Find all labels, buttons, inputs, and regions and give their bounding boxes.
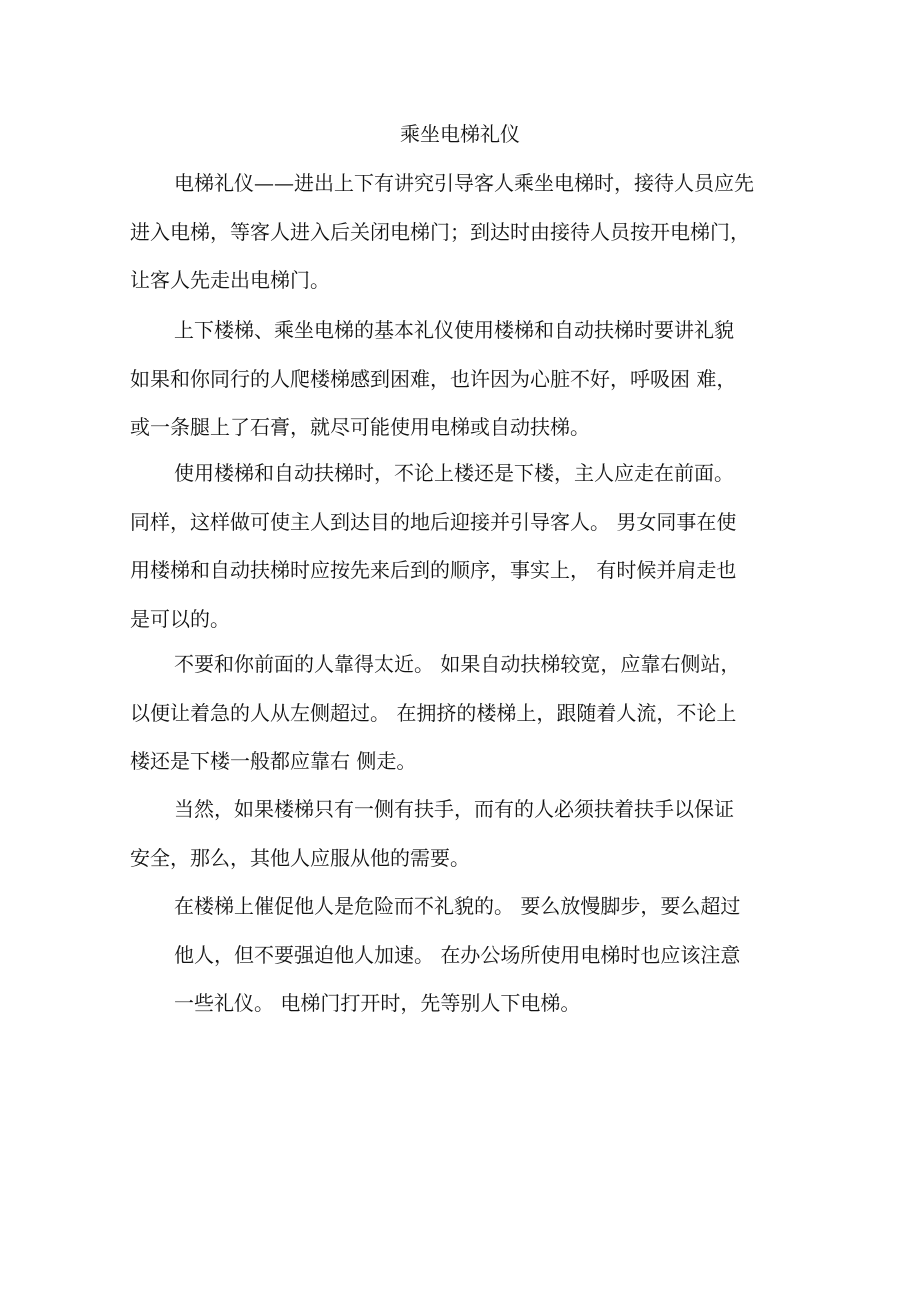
paragraph-line: 上下楼梯、乘坐电梯的基本礼仪使用楼梯和自动扶梯时要讲礼貌: [174, 318, 734, 342]
document-title: 乘坐电梯礼仪: [400, 122, 520, 146]
paragraph-line: 当然，如果楼梯只有一侧有扶手，而有的人必须扶着扶手以保证: [174, 797, 734, 821]
paragraph-line: 进入电梯，等客人进入后关闭电梯门；到达时由接待人员按开电梯门，: [130, 219, 750, 244]
paragraph-line: 在楼梯上催促他人是危险而不礼貌的。 要么放慢脚步，要么超过: [174, 894, 741, 918]
paragraph-6: [174, 882, 740, 1028]
paragraph-4: [130, 640, 740, 786]
paragraph-line: 是可以的。: [130, 606, 230, 631]
paragraph-line: 以便让着急的人从左侧超过。 在拥挤的楼梯上，跟随着人流，不论上: [130, 700, 737, 725]
paragraph-line: 不要和你前面的人靠得太近。 如果自动扶梯较宽，应靠右侧站，: [174, 652, 741, 676]
paragraph-line: 一些礼仪。 电梯门打开时，先等别人下电梯。: [174, 991, 581, 1015]
paragraph-line: 如果和你同行的人爬楼梯感到困难，也许因为心脏不好，呼吸困 难，: [130, 366, 737, 391]
paragraph-line: 同样，这样做可使主人到达目的地后迎接并引导客人。 男女同事在使: [130, 509, 737, 534]
paragraph-2: [130, 306, 736, 452]
paragraph-line: 电梯礼仪——进出上下有讲究引导客人乘坐电梯时，接待人员应先: [174, 171, 754, 195]
paragraph-line: 楼还是下楼一般都应靠右 侧走。: [130, 749, 417, 773]
paragraph-line: 安全，那么，其他人应服从他的需要。: [130, 845, 470, 870]
paragraph-1: [130, 159, 754, 305]
paragraph-line: 或一条腿上了石膏，就尽可能使用电梯或自动扶梯。: [130, 415, 590, 439]
paragraph-line: 让客人先走出电梯门。: [130, 268, 330, 292]
paragraph-line: 他人，但不要强迫他人加速。 在办公场所使用电梯时也应该注意: [174, 942, 741, 967]
paragraph-line: 用楼梯和自动扶梯时应按先来后到的顺序，事实上， 有时候并肩走也: [130, 558, 737, 582]
paragraph-line: 使用楼梯和自动扶梯时，不论上楼还是下楼，主人应走在前面。: [174, 461, 734, 485]
paragraph-5: [130, 785, 734, 882]
paragraph-3: [130, 449, 736, 643]
